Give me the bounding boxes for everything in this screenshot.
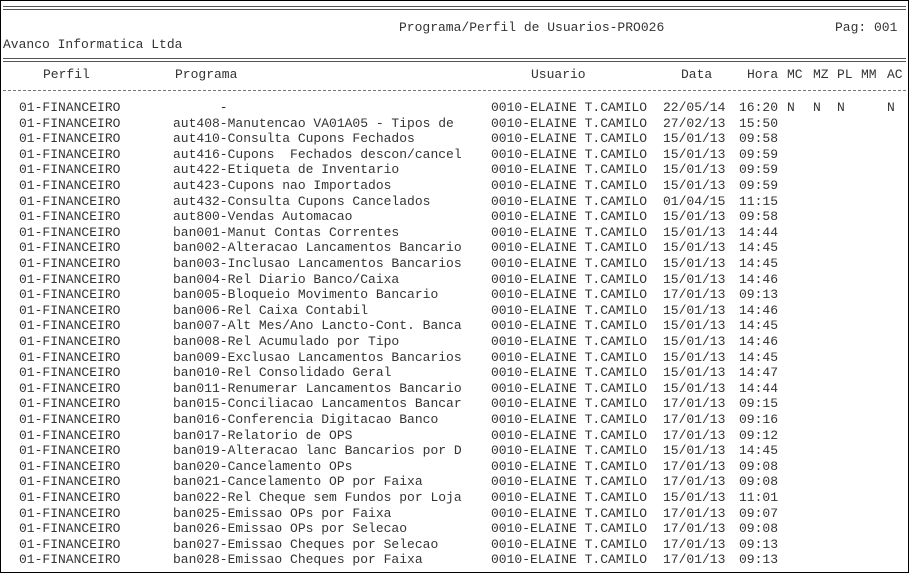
row-programa: ban009-Exclusao Lancamentos Bancarios xyxy=(173,349,462,365)
row-usuario: 0010-ELAINE T.CAMILO xyxy=(491,131,648,147)
row-hora: 14:45 xyxy=(739,240,779,256)
row-usuario: 0010-ELAINE T.CAMILO xyxy=(491,552,648,568)
row-perfil: 01-FINANCEIRO xyxy=(19,209,121,225)
row-perfil: 01-FINANCEIRO xyxy=(19,427,121,443)
row-data: 15/01/13 xyxy=(663,178,726,193)
table-row xyxy=(1,506,908,522)
row-perfil: 01-FINANCEIRO xyxy=(19,412,121,427)
row-data: 15/01/13 xyxy=(663,365,726,381)
row-data: 15/01/13 xyxy=(663,240,726,256)
top-double-rule xyxy=(3,6,906,10)
row-data: 17/01/13 xyxy=(663,552,726,568)
row-perfil: 01-FINANCEIRO xyxy=(19,521,121,537)
row-programa: - xyxy=(173,100,228,115)
table-row xyxy=(1,225,908,241)
row-programa: ban015-Conciliacao Lancamentos Bancar xyxy=(173,396,462,412)
row-perfil: 01-FINANCEIRO xyxy=(19,146,121,162)
table-row xyxy=(1,194,908,210)
row-programa: ban007-Alt Mes/Ano Lancto-Cont. Banca xyxy=(173,318,462,334)
row-perfil: 01-FINANCEIRO xyxy=(19,334,121,349)
row-perfil: 01-FINANCEIRO xyxy=(19,349,121,365)
column-header-ac: AC xyxy=(887,67,903,82)
row-hora: 11:01 xyxy=(739,490,779,505)
row-perfil: 01-FINANCEIRO xyxy=(19,287,121,303)
row-usuario: 0010-ELAINE T.CAMILO xyxy=(491,193,648,209)
column-header-mm: MM xyxy=(861,67,877,82)
table-row xyxy=(1,334,908,350)
row-perfil: 01-FINANCEIRO xyxy=(19,318,121,334)
row-data: 15/01/13 xyxy=(663,334,726,349)
row-usuario: 0010-ELAINE T.CAMILO xyxy=(491,162,648,178)
row-perfil: 01-FINANCEIRO xyxy=(19,365,121,381)
row-data: 15/01/13 xyxy=(663,131,726,147)
row-data: 15/01/13 xyxy=(663,302,726,318)
row-usuario: 0010-ELAINE T.CAMILO xyxy=(491,271,648,287)
table-row xyxy=(1,162,908,178)
row-data: 15/01/13 xyxy=(663,256,726,271)
table-row xyxy=(1,131,908,147)
row-programa: ban025-Emissao OPs por Faixa xyxy=(173,505,392,521)
table-row xyxy=(1,100,908,116)
row-usuario: 0010-ELAINE T.CAMILO xyxy=(491,365,648,381)
row-hora: 09:59 xyxy=(739,162,779,178)
row-perfil: 01-FINANCEIRO xyxy=(19,458,121,474)
row-programa: ban005-Bloqueio Movimento Bancario xyxy=(173,287,439,303)
row-perfil: 01-FINANCEIRO xyxy=(19,552,121,568)
row-pl: N xyxy=(837,100,845,115)
row-data: 17/01/13 xyxy=(663,396,726,412)
column-header-data: Data xyxy=(681,67,713,82)
row-programa: ban004-Rel Diario Banco/Caixa xyxy=(173,271,400,287)
row-data: 15/01/13 xyxy=(663,271,726,287)
row-hora: 09:59 xyxy=(739,146,779,162)
row-hora: 14:45 xyxy=(739,443,779,459)
row-data: 15/01/13 xyxy=(663,443,726,459)
row-perfil: 01-FINANCEIRO xyxy=(19,505,121,521)
header-double-rule xyxy=(3,58,906,62)
table-row xyxy=(1,381,908,397)
row-data: 15/01/13 xyxy=(663,146,726,162)
row-programa: aut423-Cupons nao Importados xyxy=(173,178,392,193)
row-data: 17/01/13 xyxy=(663,287,726,303)
table-row xyxy=(1,147,908,163)
column-header-mz: MZ xyxy=(813,67,829,82)
row-hora: 15:50 xyxy=(739,115,779,131)
row-hora: 09:58 xyxy=(739,131,779,147)
row-programa: ban016-Conferencia Digitacao Banco xyxy=(173,412,439,427)
row-hora: 14:44 xyxy=(739,380,779,396)
column-header-pl: PL xyxy=(837,67,853,82)
row-data: 17/01/13 xyxy=(663,427,726,443)
row-programa: ban028-Emissao Cheques por Faixa xyxy=(173,552,423,568)
row-hora: 14:46 xyxy=(739,271,779,287)
row-hora: 14:45 xyxy=(739,349,779,365)
row-data: 17/01/13 xyxy=(663,458,726,474)
row-programa: aut408-Manutencao VA01A05 - Tipos de xyxy=(173,115,454,131)
row-ac: N xyxy=(887,100,895,115)
row-hora: 09:08 xyxy=(739,474,779,490)
row-hora: 14:47 xyxy=(739,365,779,381)
row-programa: ban010-Rel Consolidado Geral xyxy=(173,365,392,381)
page-number: Pag: 001 xyxy=(835,20,898,35)
table-row xyxy=(1,272,908,288)
row-programa: ban003-Inclusao Lancamentos Bancarios xyxy=(173,256,462,271)
row-programa: ban019-Alteracao lanc Bancarios por D xyxy=(173,443,462,459)
row-perfil: 01-FINANCEIRO xyxy=(19,193,121,209)
row-hora: 09:13 xyxy=(739,552,779,568)
row-hora: 11:15 xyxy=(739,193,779,209)
row-perfil: 01-FINANCEIRO xyxy=(19,115,121,131)
table-row xyxy=(1,209,908,225)
row-hora: 14:46 xyxy=(739,302,779,318)
row-programa: ban021-Cancelamento OP por Faixa xyxy=(173,474,423,490)
table-row xyxy=(1,365,908,381)
row-hora: 09:16 xyxy=(739,412,779,427)
column-header-perfil: Perfil xyxy=(43,67,90,82)
row-data: 17/01/13 xyxy=(663,505,726,521)
row-perfil: 01-FINANCEIRO xyxy=(19,131,121,147)
row-usuario: 0010-ELAINE T.CAMILO xyxy=(491,240,648,256)
row-perfil: 01-FINANCEIRO xyxy=(19,224,121,240)
table-row xyxy=(1,443,908,459)
row-usuario: 0010-ELAINE T.CAMILO xyxy=(491,178,648,193)
row-programa: ban008-Rel Acumulado por Tipo xyxy=(173,334,400,349)
row-usuario: 0010-ELAINE T.CAMILO xyxy=(491,412,648,427)
row-usuario: 0010-ELAINE T.CAMILO xyxy=(491,458,648,474)
table-row xyxy=(1,240,908,256)
column-header-mc: MC xyxy=(787,67,803,82)
table-row xyxy=(1,412,908,428)
table-row xyxy=(1,459,908,475)
row-hora: 09:08 xyxy=(739,521,779,537)
report-title: Programa/Perfil de Usuarios-PRO026 xyxy=(399,20,665,35)
row-perfil: 01-FINANCEIRO xyxy=(19,474,121,490)
table-row xyxy=(1,116,908,132)
table-row xyxy=(1,303,908,319)
row-usuario: 0010-ELAINE T.CAMILO xyxy=(491,318,648,334)
row-programa: ban027-Emissao Cheques por Selecao xyxy=(173,536,439,552)
row-hora: 09:59 xyxy=(739,178,779,193)
row-usuario: 0010-ELAINE T.CAMILO xyxy=(491,521,648,537)
row-usuario: 0010-ELAINE T.CAMILO xyxy=(491,349,648,365)
row-usuario: 0010-ELAINE T.CAMILO xyxy=(491,146,648,162)
row-hora: 14:45 xyxy=(739,318,779,334)
row-usuario: 0010-ELAINE T.CAMILO xyxy=(491,490,648,505)
row-usuario: 0010-ELAINE T.CAMILO xyxy=(491,474,648,490)
row-data: 15/01/13 xyxy=(663,224,726,240)
row-hora: 09:12 xyxy=(739,427,779,443)
table-row xyxy=(1,287,908,303)
row-usuario: 0010-ELAINE T.CAMILO xyxy=(491,334,648,349)
row-data: 17/01/13 xyxy=(663,412,726,427)
table-row xyxy=(1,537,908,553)
row-perfil: 01-FINANCEIRO xyxy=(19,302,121,318)
row-hora: 09:13 xyxy=(739,287,779,303)
row-hora: 09:13 xyxy=(739,536,779,552)
row-hora: 14:44 xyxy=(739,224,779,240)
row-usuario: 0010-ELAINE T.CAMILO xyxy=(491,256,648,271)
table-row xyxy=(1,490,908,506)
row-programa: aut416-Cupons Fechados descon/cancel xyxy=(173,146,462,162)
column-header-row xyxy=(1,67,908,83)
column-header-programa: Programa xyxy=(175,67,238,82)
row-usuario: 0010-ELAINE T.CAMILO xyxy=(491,224,648,240)
row-usuario: 0010-ELAINE T.CAMILO xyxy=(491,115,648,131)
row-perfil: 01-FINANCEIRO xyxy=(19,100,121,115)
row-hora: 14:46 xyxy=(739,334,779,349)
header-dashed-rule xyxy=(3,90,906,91)
row-perfil: 01-FINANCEIRO xyxy=(19,256,121,271)
row-perfil: 01-FINANCEIRO xyxy=(19,490,121,505)
row-data: 27/02/13 xyxy=(663,115,726,131)
table-row xyxy=(1,318,908,334)
table-row xyxy=(1,350,908,366)
row-programa: ban001-Manut Contas Correntes xyxy=(173,224,400,240)
row-usuario: 0010-ELAINE T.CAMILO xyxy=(491,443,648,459)
row-data: 15/01/13 xyxy=(663,380,726,396)
row-hora: 09:08 xyxy=(739,458,779,474)
row-data: 17/01/13 xyxy=(663,474,726,490)
row-perfil: 01-FINANCEIRO xyxy=(19,162,121,178)
column-header-hora: Hora xyxy=(747,67,779,82)
row-perfil: 01-FINANCEIRO xyxy=(19,396,121,412)
column-header-usuario: Usuario xyxy=(531,67,586,82)
row-programa: ban022-Rel Cheque sem Fundos por Loja xyxy=(173,490,462,505)
row-data: 17/01/13 xyxy=(663,521,726,537)
row-usuario: 0010-ELAINE T.CAMILO xyxy=(491,302,648,318)
row-data: 17/01/13 xyxy=(663,536,726,552)
row-programa: ban017-Relatorio de OPS xyxy=(173,427,353,443)
row-programa: aut410-Consulta Cupons Fechados xyxy=(173,131,415,147)
row-programa: aut422-Etiqueta de Inventario xyxy=(173,162,400,178)
row-programa: ban011-Renumerar Lancamentos Bancario xyxy=(173,380,462,396)
row-data: 15/01/13 xyxy=(663,318,726,334)
company-name: Avanco Informatica Ltda xyxy=(3,37,183,52)
row-hora: 09:58 xyxy=(739,209,779,225)
table-row xyxy=(1,521,908,537)
row-data: 15/01/13 xyxy=(663,162,726,178)
row-data: 15/01/13 xyxy=(663,209,726,225)
row-perfil: 01-FINANCEIRO xyxy=(19,443,121,459)
row-usuario: 0010-ELAINE T.CAMILO xyxy=(491,396,648,412)
table-row xyxy=(1,552,908,568)
row-hora: 09:15 xyxy=(739,396,779,412)
row-usuario: 0010-ELAINE T.CAMILO xyxy=(491,100,648,115)
row-mc: N xyxy=(787,100,795,115)
row-programa: ban020-Cancelamento OPs xyxy=(173,458,353,474)
row-programa: ban006-Rel Caixa Contabil xyxy=(173,302,369,318)
row-perfil: 01-FINANCEIRO xyxy=(19,380,121,396)
row-programa: ban026-Emissao OPs por Selecao xyxy=(173,521,408,537)
company-line xyxy=(1,37,908,53)
table-row xyxy=(1,256,908,272)
row-usuario: 0010-ELAINE T.CAMILO xyxy=(491,380,648,396)
row-programa: aut800-Vendas Automacao xyxy=(173,209,353,225)
row-usuario: 0010-ELAINE T.CAMILO xyxy=(491,505,648,521)
report-title-line xyxy=(1,20,908,36)
row-data: 22/05/14 xyxy=(663,100,726,115)
row-perfil: 01-FINANCEIRO xyxy=(19,178,121,193)
row-data: 15/01/13 xyxy=(663,490,726,505)
table-row xyxy=(1,178,908,194)
row-perfil: 01-FINANCEIRO xyxy=(19,271,121,287)
row-usuario: 0010-ELAINE T.CAMILO xyxy=(491,536,648,552)
row-usuario: 0010-ELAINE T.CAMILO xyxy=(491,209,648,225)
row-perfil: 01-FINANCEIRO xyxy=(19,240,121,256)
table-row xyxy=(1,396,908,412)
row-usuario: 0010-ELAINE T.CAMILO xyxy=(491,427,648,443)
row-hora: 09:07 xyxy=(739,505,779,521)
table-row xyxy=(1,474,908,490)
row-programa: aut432-Consulta Cupons Cancelados xyxy=(173,193,431,209)
row-data: 15/01/13 xyxy=(663,349,726,365)
row-hora: 16:20 xyxy=(739,100,779,115)
table-row xyxy=(1,428,908,444)
row-perfil: 01-FINANCEIRO xyxy=(19,536,121,552)
row-usuario: 0010-ELAINE T.CAMILO xyxy=(491,287,648,303)
row-data: 01/04/15 xyxy=(663,193,726,209)
row-programa: ban002-Alteracao Lancamentos Bancario xyxy=(173,240,462,256)
row-hora: 14:45 xyxy=(739,256,779,271)
row-mz: N xyxy=(813,100,821,115)
